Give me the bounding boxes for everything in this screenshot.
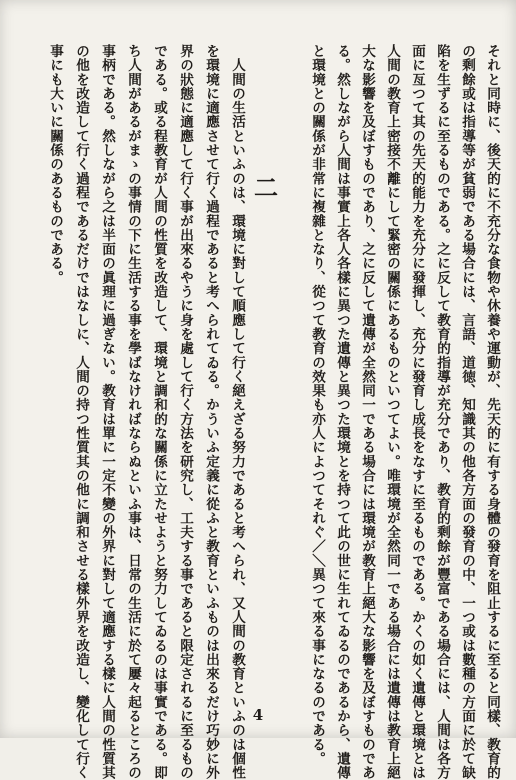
paragraph-education-adaptation <box>40 44 245 780</box>
text-column: と環境との關係が非常に複雜となり、從つて教育の效果も亦人によつてそれぐ／＼異つて來る事になるのである。 <box>309 44 325 766</box>
text-column: である。或る程教育が人間の性質を改造して、環境と調和的な關係に立たせようと努力してゐるのは事實である。即 <box>151 44 167 780</box>
text-column: 大な影響を及ぼすものであり、之に反して遺傳が全然同一である場合には環境が教育上絕大な影響を及ぼすものであ <box>359 44 375 780</box>
paragraph-heredity-environment <box>300 44 500 780</box>
text-column: 人間の教育上密接不離にして緊密の關係にあるものといつてよい。唯環境が全然同一である場合には遺傳は教育上絕 <box>384 44 400 780</box>
text-column: 面に亙つて其の先天的能力を充分に發揮し、充分に發育し成長をなすに至るものである。かくの如く遺傳と環境とは <box>409 44 425 780</box>
text-column: の剩餘或は指導等が貧弱である場合には、言語、道徳、知識其の他各方面の發育の中、一つ或は數種の方面に於て缺 <box>459 44 475 780</box>
text-column: 人間の生活といふのは、環境に對して順應して行く絕えざる努力であると考へられ、又人間の教育といふのは個性 <box>229 44 245 780</box>
section-number: 二 <box>254 173 278 202</box>
text-column: を環境に適應させて行く過程であると考へられてゐる。かういふ定義に從ふと教育といふものは出來るだけ巧妙に外 <box>203 44 219 780</box>
text-column: る。然しながら人間は事實上各人各樣に異つた遺傳と異つた環境とを持つて此の世に生れてゐるのであるから、遺傳 <box>334 44 350 780</box>
text-column: 事柄である。然しながら之は半面の眞理に過ぎない。教育は單に一定不變の外界に對して適應する樣に人間の性質其 <box>99 44 115 780</box>
text-column: ち人間があるがまゝの事情の下に生活する事を學ばなければならぬといふ事は、日常の生活に於て屢々起るところの <box>125 44 141 780</box>
text-column: 事にも大いに關係のあるものである。 <box>47 44 63 285</box>
text-column: 界の狀態に適應して行く事が出來るやうに身を處して行く方法を研究し、工夫する事であると限定されるに至るもの <box>177 44 193 780</box>
text-column: 陷を生ずるに至るものである。之に反して教育的指導が充分であり、教育的剩餘が豐富である場合には、人間は各方 <box>434 44 450 780</box>
text-column: それと同時に、後天的に不充分な食物や休養や運動が、先天的に有する身體の發育を阻止するに至ると同樣、教育的 <box>484 44 500 780</box>
text-column: の他を改造して行く過程であるだけではなしに、人間の持つ性質其の他に調和させる樣外界を改造し、變化して行く <box>73 44 89 780</box>
page-number: 4 <box>252 706 264 724</box>
